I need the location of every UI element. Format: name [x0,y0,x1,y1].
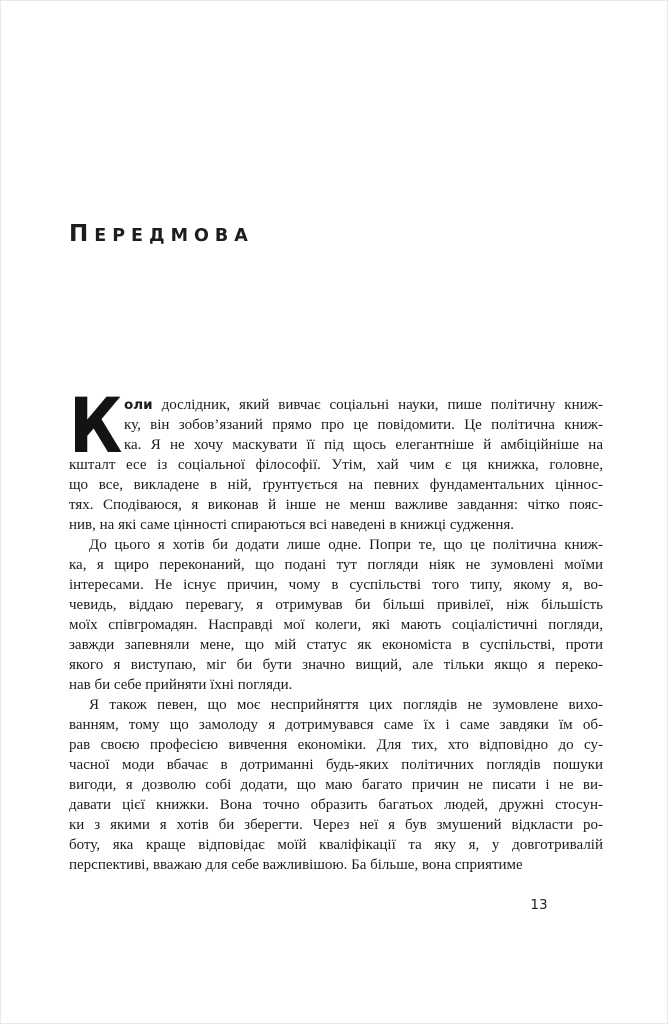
text-line: боту, яка краще відповідає моїй кваліфікації та яку я, у довготривалій [69,837,603,853]
text-line: чевидь, віддаю перевагу, я отримував би більші привілеї, ніж більшість [69,597,603,613]
text-line: моїх співгромадян. Насправді мої колеги, які мають соціалістичні погляди, [69,617,603,633]
text-line: інтересами. Не існує причин, чому в суспільстві того типу, якому я, во- [69,577,603,593]
text-line: нав би себе прийняти їхні погляди. [69,677,293,693]
paragraph [69,535,603,695]
text-line: ку, він зобов’язаний прямо про це повідомити. Це політична книж- [124,417,603,433]
body-text [69,381,603,875]
text-line: ка. Я не хочу маскувати її під щось елегантніше й амбіційніше на [124,437,603,453]
chapter-heading [69,211,254,249]
chapter-heading-initial: П [69,221,95,247]
text-line: тях. Сподіваюся, я виконав й інше не менш важливе завдання: чітко пояс- [69,497,603,513]
text-line: кшталт есе із соціальної філософії. Утім, хай чим є ця книжка, головне, [69,457,603,473]
page-number: 13 [530,897,548,913]
text-line: До цього я хотів би додати лише одне. Попри те, що це політична книж- [89,537,603,553]
text-line: що все, викладене в ній, ґрунтується на певних фундаментальних ціннос- [69,477,603,493]
text-line: оли дослідник, який вивчає соціальні науки, пише політичну книж- [124,397,603,413]
text-line: якого я виступаю, міг би бути значно вищий, але тільки якщо я переко- [69,657,603,673]
paragraph [69,381,603,535]
text-line: часної моди вбачає в дотриманні будь-яких політичних поглядів пошуки [69,757,603,773]
text-line: нив, на які саме цінності спираються всі наведені в книжці судження. [69,517,515,533]
text-line: перспективі, вважаю для себе важливішою. Ба більше, вона сприятиме [69,857,523,873]
dropcap-letter: К [69,381,123,470]
text-line: давати цієї книжки. Вона точно образить багатьох людей, дружні стосун- [69,797,603,813]
text-line: завжди запевняли мене, що мій статус як економіста в суспільстві, проти [69,637,603,653]
text-line: вигоди, я дозволю собі додати, що маю багато причин не писати і не ви- [69,777,603,793]
paragraph [69,695,603,875]
text-line: ки з якими я хотів би зберегти. Через неї я був змушений відкласти ро- [69,817,603,833]
bold-lead: оли [124,397,153,413]
chapter-heading-rest: ЕРЕДМОВА [94,226,254,246]
text-line: ка, я щиро переконаний, що подані тут погляди ніяк не зумовлені моїми [69,557,603,573]
text-line: рав своєю професією вивчення економіки. Для тих, хто відповідно до су- [69,737,603,753]
text-line: ванням, тому що замолоду я дотримувався саме їх і саме завдяки їм об- [69,717,603,733]
text-line: Я також певен, що моє несприйняття цих поглядів не зумовлене вихо- [89,697,603,713]
